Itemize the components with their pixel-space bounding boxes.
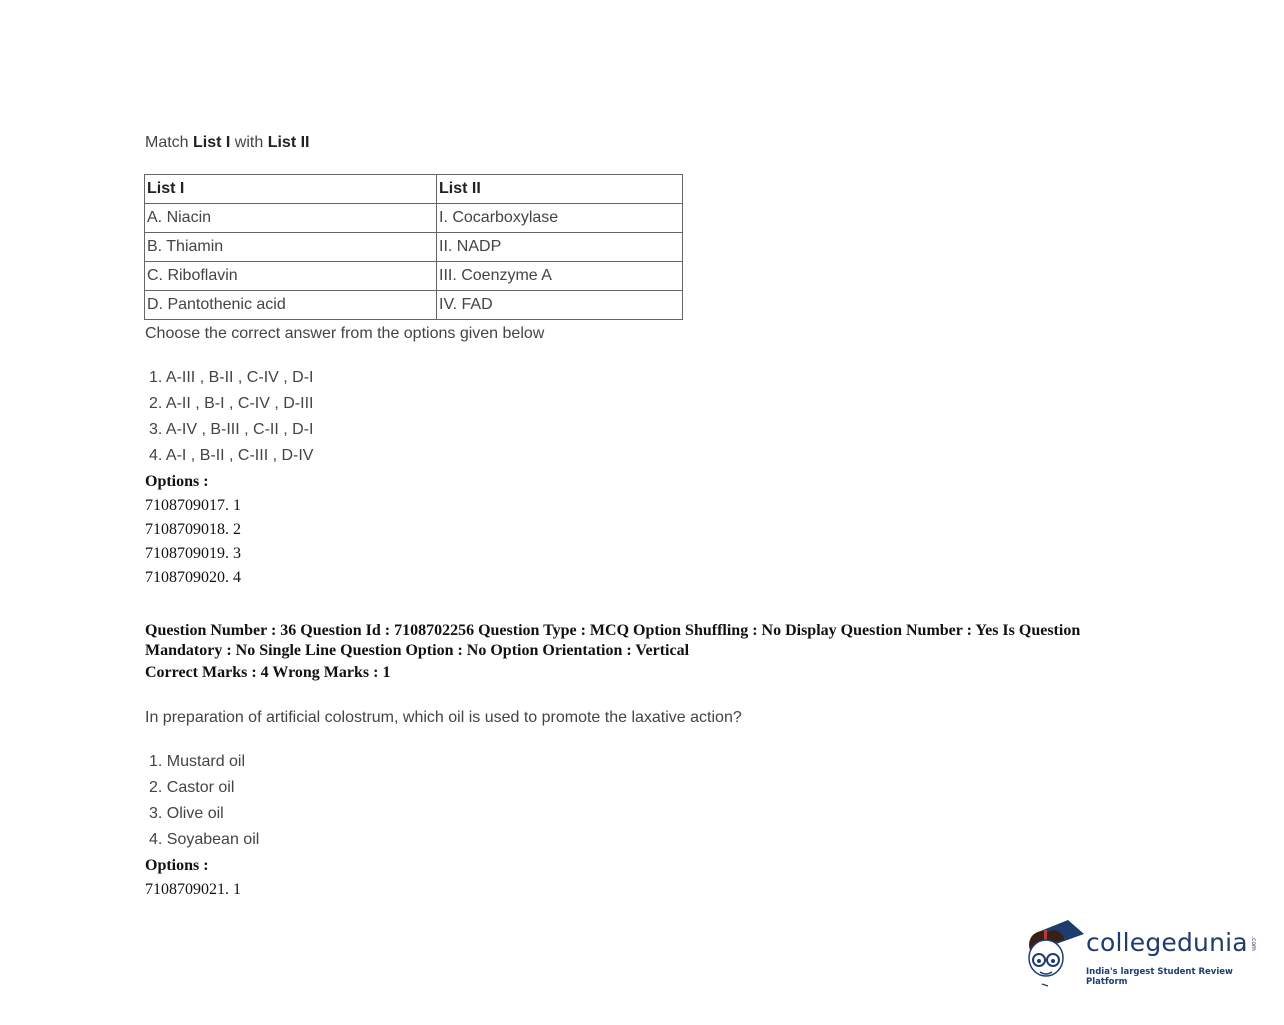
heading-prefix: Match (145, 134, 194, 151)
heading-list2: List II (267, 134, 310, 151)
answer-choice: 2. Castor oil (149, 779, 235, 796)
question-marks: Correct Marks : 4 Wrong Marks : 1 (145, 664, 391, 681)
answer-choices-list (149, 749, 259, 853)
answer-choice: 1. Mustard oil (149, 753, 246, 770)
answer-choice: 3. A-IV , B-III , C-II , D-I (149, 421, 314, 438)
question-meta: Question Number : 36 Question Id : 7108702256 Question Type : MCQ Option Shuffling : No Display Question Number : Yes Is Question Mandatory : No Single Line Question Option : No Option Orientation : Vertical (145, 622, 1081, 659)
logo-tagline: India's largest Student Review Platform (1086, 967, 1233, 987)
logo-brand-text: collegedunia (1086, 928, 1248, 957)
options-label: Options : (145, 473, 209, 490)
collegedunia-logo (1024, 918, 1257, 990)
option-id-row: 7108709017. 1 (145, 497, 241, 514)
table-row (145, 204, 683, 233)
table-cell: II. NADP (437, 233, 683, 262)
table-row (145, 233, 683, 262)
logo-domain-suffix: .com (1249, 936, 1257, 951)
table-cell: B. Thiamin (145, 233, 437, 262)
options-block (145, 470, 241, 590)
table-row (145, 262, 683, 291)
option-id-row: 7108709019. 3 (145, 545, 241, 562)
options-block (145, 854, 241, 902)
answer-choice: 4. Soyabean oil (149, 831, 260, 848)
instruction-text: Choose the correct answer from the options given below (145, 325, 545, 342)
table-cell: I. Cocarboxylase (437, 204, 683, 233)
mascot-icon (1024, 918, 1086, 990)
answer-choice: 2. A-II , B-I , C-IV , D-III (149, 395, 314, 412)
table-header-row (145, 175, 683, 204)
option-id-row: 7108709020. 4 (145, 569, 241, 586)
table-header-cell: List I (145, 175, 437, 204)
answer-choice: 4. A-I , B-II , C-III , D-IV (149, 447, 314, 464)
table-cell: III. Coenzyme A (437, 262, 683, 291)
answer-choice: 1. A-III , B-II , C-IV , D-I (149, 369, 314, 386)
heading-list1: List I (193, 134, 231, 151)
table-cell: C. Riboflavin (145, 262, 437, 291)
heading-mid: with (230, 134, 268, 151)
answer-choice: 3. Olive oil (149, 805, 224, 822)
table-cell: D. Pantothenic acid (145, 291, 437, 320)
table-header-cell: List II (437, 175, 683, 204)
table-row (145, 291, 683, 320)
option-id-row: 7108709018. 2 (145, 521, 241, 538)
question-text: In preparation of artificial colostrum, which oil is used to promote the laxative action? (145, 709, 742, 726)
match-heading (145, 134, 309, 152)
answer-choices-list (149, 365, 313, 469)
match-table (144, 174, 683, 320)
table-cell: A. Niacin (145, 204, 437, 233)
options-label: Options : (145, 857, 209, 874)
table-cell: IV. FAD (437, 291, 683, 320)
option-id-row: 7108709021. 1 (145, 881, 241, 898)
